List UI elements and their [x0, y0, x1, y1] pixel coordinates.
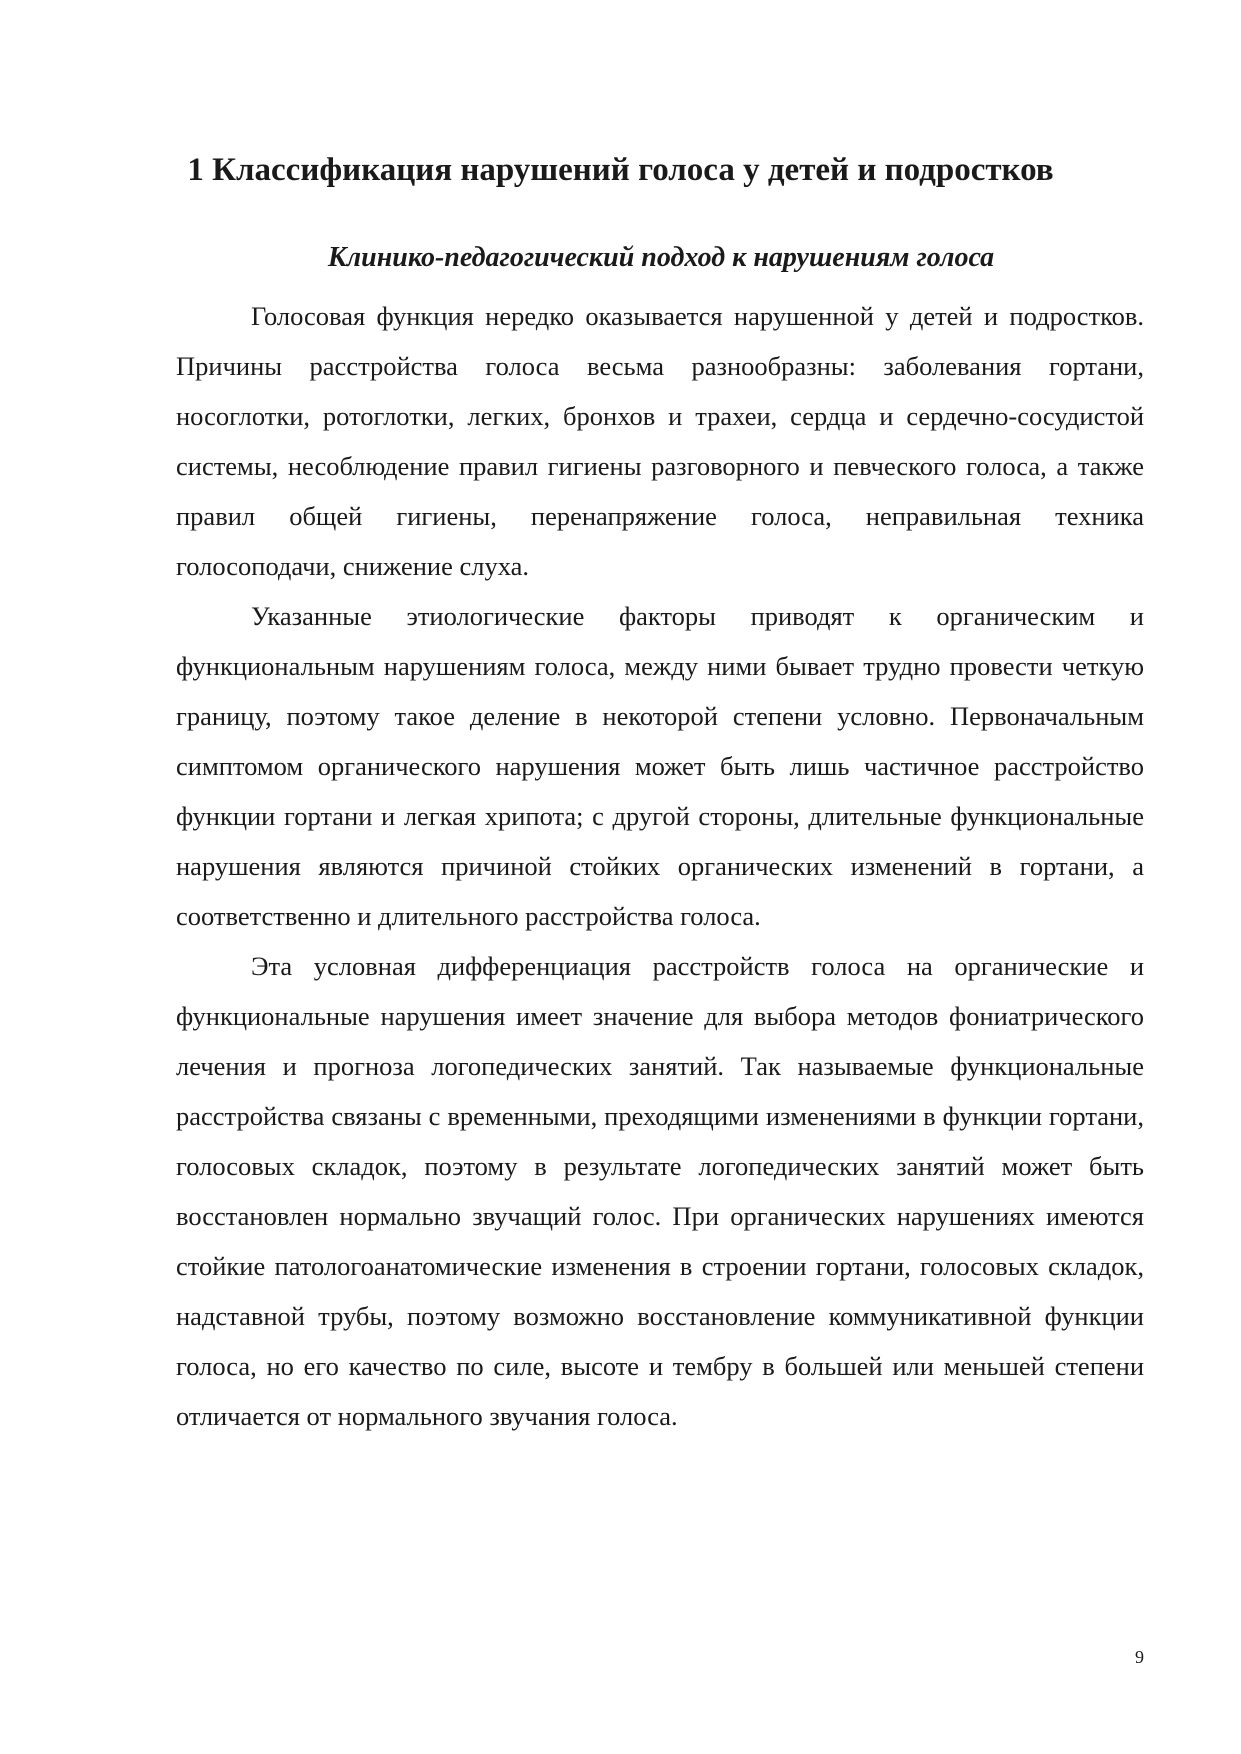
- paragraph: Указанные этиологические факторы приводят к органическим и функциональным нарушениям голоса, между ними бывает трудно провести четкую границу, поэтому такое деление в некоторой степени условно. Первоначальным симптомом органического нарушения может быть лишь частичное расстройство функции гортани и легкая хрипота; с другой стороны, длительные функциональные нарушения являются причиной стойких органических изменений в гортани, а соответственно и длительного расстройства голоса.: [176, 601, 1144, 931]
- chapter-title: 1 Классификация нарушений голоса у детей и подростков: [187, 152, 1054, 188]
- paragraph: Эта условная дифференциация расстройств голоса на органические и функциональные нарушения имеет значение для выбора методов фониатрического лечения и прогноза логопедических занятий. Так называемые функциональные расстройства связаны с временными, преходящими изменениями в функции гортани, голосовых складок, поэтому в результате логопедических занятий может быть восстановлен нормально звучащий голос. При органических нарушениях имеются стойкие патологоанатомические изменения в строении гортани, голосовых складок, надставной трубы, поэтому возможно восстановление коммуникативной функции голоса, но его качество по силе, высоте и тембру в большей или меньшей степени отличается от нормального звучания голоса.: [176, 951, 1144, 1431]
- section-title: Клинико-педагогический подход к нарушениям голоса: [327, 242, 995, 273]
- paragraph: Голосовая функция нередко оказывается нарушенной у детей и подростков. Причины расстройства голоса весьма разнообразны: заболевания гортани, носоглотки, ротоглотки, легких, бронхов и трахеи, сердца и сердечно-сосудистой системы, несоблюдение правил гигиены разговорного и певческого голоса, а также правил общей гигиены, перенапряжение голоса, неправильная техника голосоподачи, снижение слуха.: [176, 301, 1144, 581]
- page-number: 9: [1135, 1647, 1144, 1667]
- body-text: [176, 291, 1144, 1441]
